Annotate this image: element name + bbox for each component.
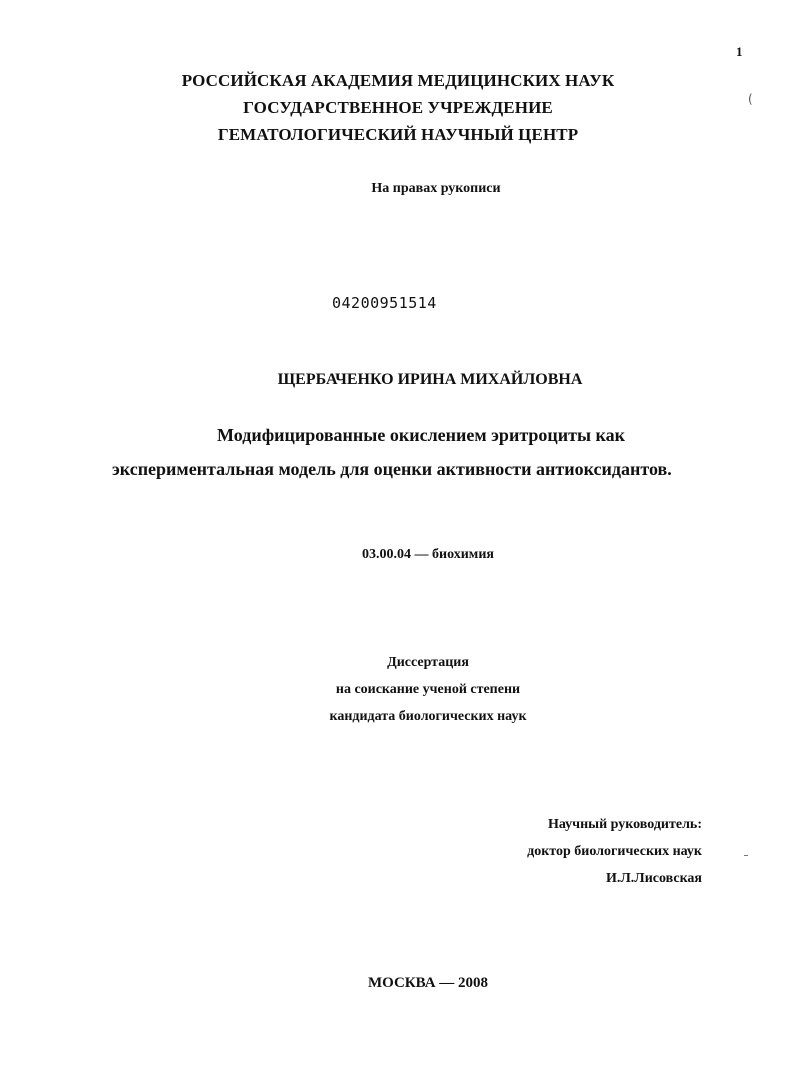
dissertation-label: Диссертация (387, 655, 469, 670)
degree-purpose: на соискание ученой степени (335, 682, 521, 697)
inventory-number: 04200951514 (332, 294, 437, 312)
author-name: ЩЕРБАЧЕНКО ИРИНА МИХАЙЛОВНА (277, 371, 583, 388)
header-academy: РОССИЙСКАЯ АКАДЕМИЯ МЕДИЦИНСКИХ НАУК (181, 71, 615, 90)
scan-artifact-dot (744, 855, 748, 856)
degree-name: кандидата биологических наук (329, 709, 527, 724)
dissertation-title-line-1: Модифицированные окислением эритроциты как (217, 425, 625, 445)
rights-note: На правах рукописи (371, 181, 501, 196)
supervisor-degree: доктор биологических наук (527, 844, 702, 859)
city-year: МОСКВА — 2008 (367, 975, 489, 991)
header-center-name: ГЕМАТОЛОГИЧЕСКИЙ НАУЧНЫЙ ЦЕНТР (217, 125, 579, 144)
specialty-code: 03.00.04 — биохимия (362, 547, 494, 562)
supervisor-name: И.Л.Лисовская (605, 871, 702, 886)
page-number: 1 (736, 44, 743, 59)
supervisor-label: Научный руководитель: (548, 817, 702, 832)
dissertation-title-line-2: экспериментальная модель для оценки активности антиоксидантов. (112, 459, 672, 479)
scan-artifact-mark: ( (748, 92, 753, 106)
header-institution-type: ГОСУДАРСТВЕННОЕ УЧРЕЖДЕНИЕ (243, 98, 553, 117)
